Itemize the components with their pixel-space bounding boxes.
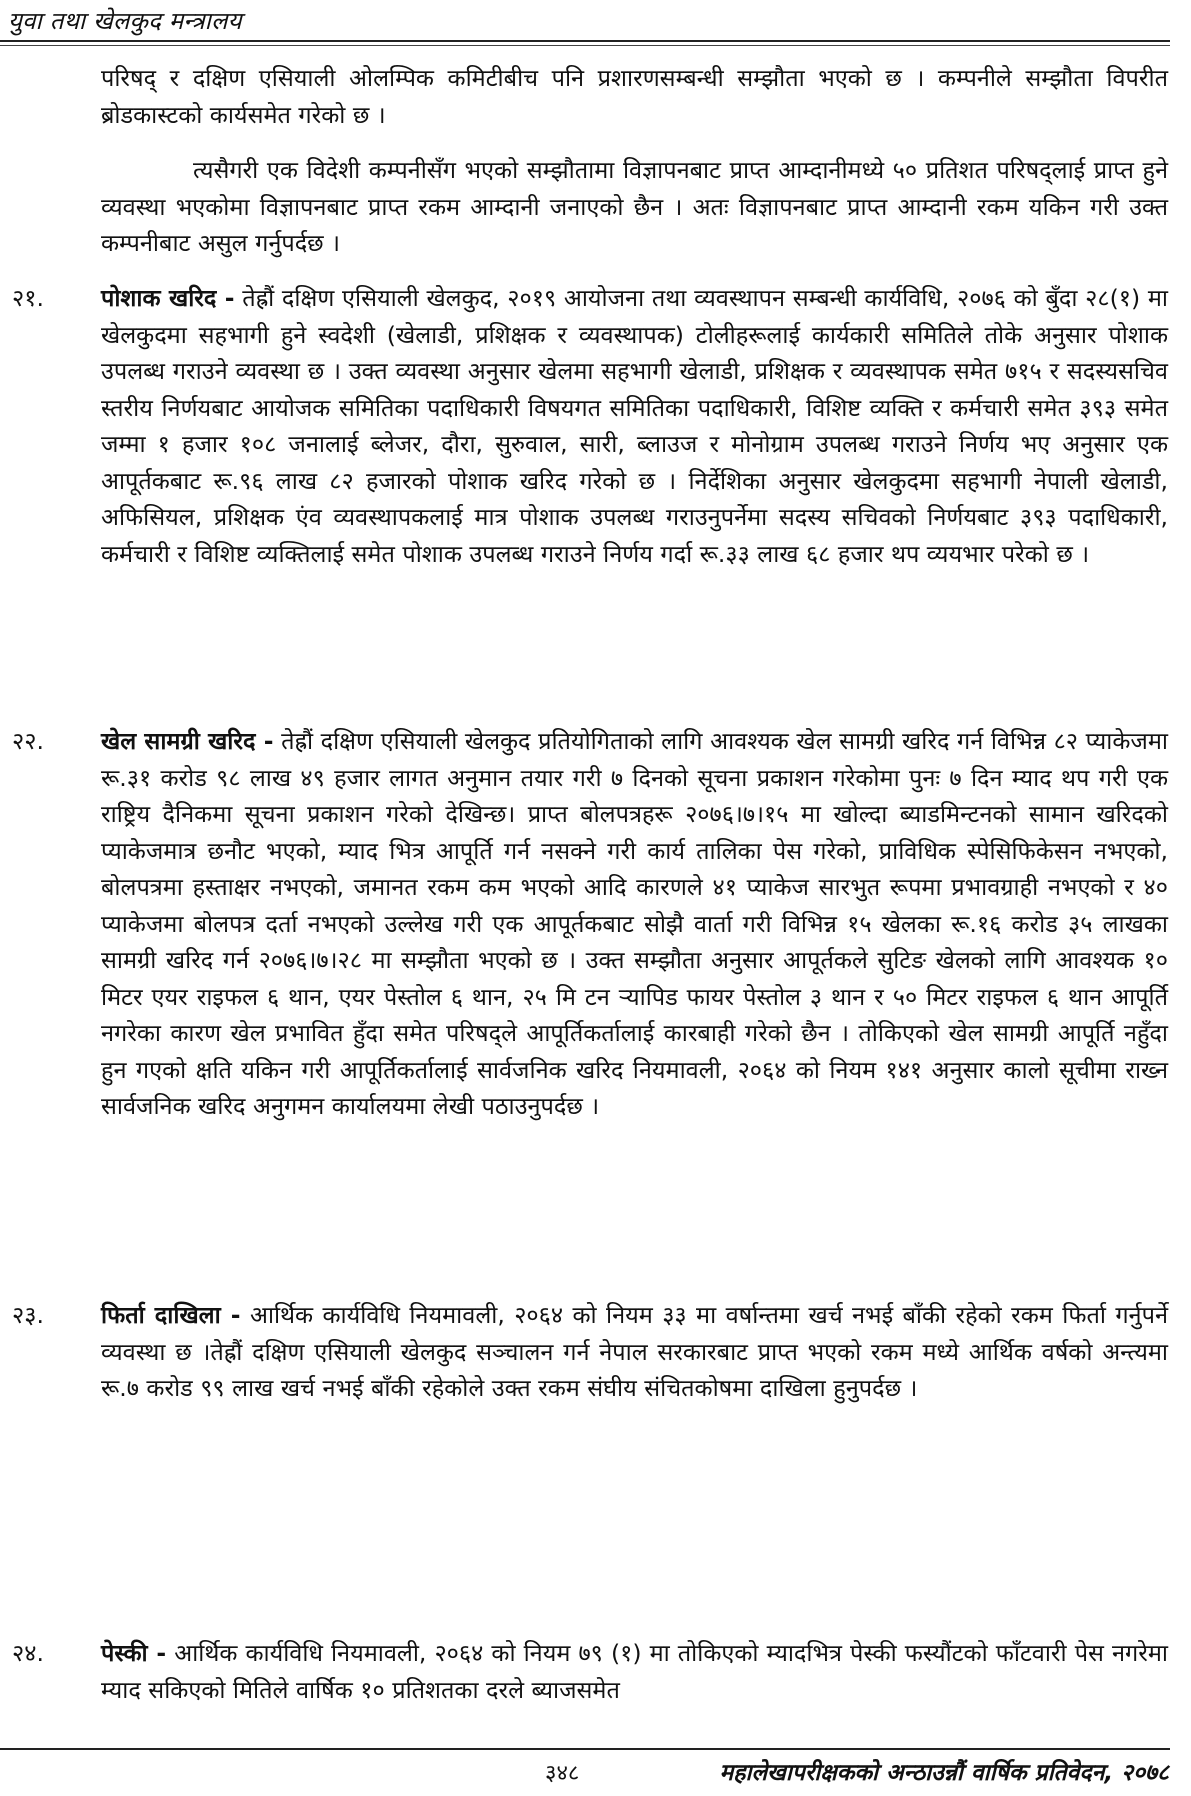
item-number-23: २३. [12,1301,44,1329]
item-23-heading: फिर्ता दाखिला - [101,1301,241,1329]
header-rule-thin [0,45,1170,46]
item-21-heading: पोशाक खरिद - [101,284,235,312]
item-number-22: २२. [12,727,44,755]
paragraph-1: परिषद् र दक्षिण एसियाली ओलम्पिक कमिटीबीच पनि प्रशारणसम्बन्धी सम्झौता भएको छ । कम्पनीले सम्झौता विपरीत ब्रोडकास्टको कार्यसमेत गरेको छ । [101,64,1168,129]
item-21 [101,280,1168,572]
item-22-heading: खेल सामग्री खरिद - [101,727,274,755]
item-number-21: २१. [12,284,44,312]
item-24-heading: पेस्की - [101,1639,167,1667]
header-rule [0,40,1170,42]
ministry-title: युवा तथा खेलकुद मन्त्रालय [8,7,242,35]
item-21-text: तेह्रौं दक्षिण एसियाली खेलकुद, २०१९ आयोजना तथा व्यवस्थापन सम्बन्धी कार्यविधि, २०७६ को बुँदा २८(१) मा खेलकुदमा सहभागी हुने स्वदेशी (खेलाडी, प्रशिक्षक र व्यवस्थापक) टोलीहरूलाई कार्यकारी समितिले तोके अनुसार पोशाक उपलब्ध गराउने व्यवस्था छ । उक्त व्यवस्था अनुसार खेलमा सहभागी खेलाडी, प्रशिक्षक र व्यवस्थापक समेत ७१५ र सदस्यसचिव स्तरीय निर्णयबाट आयोजक समितिका पदाधिकारी विषयगत समितिका पदाधिकारी, विशिष्ट व्यक्ति र कर्मचारी समेत ३९३ समेत जम्मा १ हजार १०८ जनालाई ब्लेजर, दौरा, सुरुवाल, सारी, ब्लाउज र मोनोग्राम उपलब्ध गराउने निर्णय भए अनुसार एक आपूर्तकबाट रू.९६ लाख ८२ हजारको पोशाक खरिद गरेको छ । निर्देशिका अनुसार खेलकुदमा सहभागी नेपाली खेलाडी, अफिसियल, प्रशिक्षक एंव व्यवस्थापकलाई मात्र पोशाक उपलब्ध गराउनुपर्नेमा सदस्य सचिवको निर्णयबाट ३९३ पदाधिकारी, कर्मचारी र विशिष्ट व्यक्तिलाई समेत पोशाक उपलब्ध गराउने निर्णय गर्दा रू.३३ लाख ६८ हजार थप व्ययभार परेको छ । [101,284,1168,568]
paragraph-2: त्यसैगरी एक विदेशी कम्पनीसँग भएको सम्झौतामा विज्ञापनबाट प्राप्त आम्दानीमध्ये ५० प्रतिशत परिषद्लाई प्राप्त हुने व्यवस्था भएकोमा विज्ञापनबाट प्राप्त रकम आम्दानी जनाएको छैन । अतः विज्ञापनबाट प्राप्त आम्दानी रकम यकिन गरी उक्त कम्पनीबाट असुल गर्नुपर्दछ । [101,156,1168,257]
report-title: महालेखापरीक्षकको अन्ठाउन्नौं वार्षिक प्रतिवेदन, २०७८ [719,1760,1169,1786]
item-23-text: आर्थिक कार्यविधि नियमावली, २०६४ को नियम ३३ मा वर्षान्तमा खर्च नभई बाँकी रहेको रकम फिर्ता गर्नुपर्ने व्यवस्था छ ।तेह्रौं दक्षिण एसियाली खेलकुद सञ्चालन गर्न नेपाल सरकारबाट प्राप्त भएको रकम मध्ये आर्थिक वर्षको अन्त्यमा रू.७ करोड ९९ लाख खर्च नभई बाँकी रहेकोले उक्त रकम संघीय संचितकोषमा दाखिला हुनुपर्दछ । [101,1301,1168,1402]
item-24-text: आर्थिक कार्यविधि नियमावली, २०६४ को नियम ७९ (१) मा तोकिएको म्यादभित्र पेस्की फस्यौंटको फाँटवारी पेस नगरेमा म्याद सकिएको मितिले वार्षिक १० प्रतिशतका दरले ब्याजसमेत [101,1639,1169,1704]
page-number: ३४८ [545,1761,580,1786]
item-number-24: २४. [12,1639,44,1667]
item-22-text: तेह्रौं दक्षिण एसियाली खेलकुद प्रतियोगिताको लागि आवश्यक खेल सामग्री खरिद गर्न विभिन्न ८२ प्याकेजमा रू.३१ करोड ९८ लाख ४९ हजार लागत अनुमान तयार गरी ७ दिनको सूचना प्रकाशन गरेकोमा पुनः ७ दिन म्याद थप गरी एक राष्ट्रिय दैनिकमा सूचना प्रकाशन गरेको देखिन्छ। प्राप्त बोलपत्रहरू २०७६।७।१५ मा खोल्दा ब्याडमिन्टनको सामान खरिदको प्याकेजमात्र छनौट भएको, म्याद भित्र आपूर्ति गर्न नसक्ने गरी कार्य तालिका पेस गरेको, प्राविधिक स्पेसिफिकेसन नभएको, बोलपत्रमा हस्ताक्षर नभएको, जमानत रकम कम भएको आदि कारणले ४१ प्याकेज सारभुत रूपमा प्रभावग्राही नभएको र ४० प्याकेजमा बोलपत्र दर्ता नभएको उल्लेख गरी एक आपूर्तकबाट सोझै वार्ता गरी विभिन्न १५ खेलका रू.१६ करोड ३५ लाखका सामग्री खरिद गर्न २०७६।७।२८ मा सम्झौता भएको छ । उक्त सम्झौता अनुसार आपूर्तकले सुटिङ खेलको लागि आवश्यक १० मिटर एयर राइफल ६ थान, एयर पेस्तोल ६ थान, २५ मि टन र्‍यापिड फायर पेस्तोल ३ थान र ५० मिटर राइफल ६ थान आपूर्ति नगरेका कारण खेल प्रभावित हुँदा समेत परिषद्ले आपूर्तिकर्तालाई कारबाही गरेको छैन । तोकिएको खेल सामग्री आपूर्ति नहुँदा हुन गएको क्षति यकिन गरी आपूर्तिकर्तालाई सार्वजनिक खरिद नियमावली, २०६४ को नियम १४१ अनुसार कालो सूचीमा राख्न सार्वजनिक खरिद अनुगमन कार्यालयमा लेखी पठाउनुपर्दछ । [101,727,1168,1120]
item-22 [101,723,1168,1125]
item-24 [101,1635,1168,1708]
item-23 [101,1297,1168,1407]
footer-rule [0,1748,1170,1750]
